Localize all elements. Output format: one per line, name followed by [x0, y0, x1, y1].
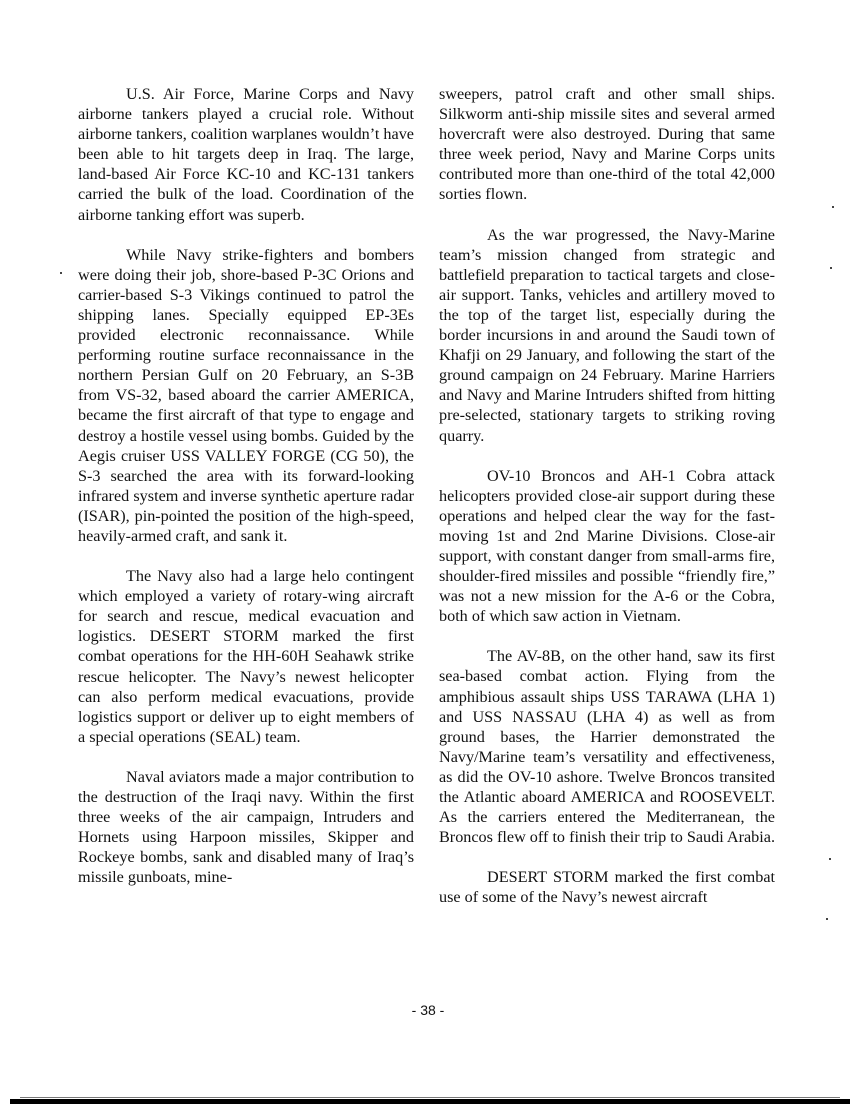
scan-speck — [60, 272, 62, 274]
paragraph-naval-aviators: Naval aviators made a major contribution to the destruction of the Iraqi navy. Within the first three weeks of the air campaign, Intruders and Hornets using Harpoon missiles, Skipper and Rockeye bombs, sank and disabled many of Iraq’s missile gunboats, mine- — [78, 767, 414, 887]
scan-speck — [826, 918, 828, 920]
page-number: - 38 - — [411, 1002, 445, 1018]
scan-speck — [830, 267, 832, 269]
paragraph-war-progressed: As the war progressed, the Navy-Marine team’s mission changed from strategic and battlefield preparation to tactical targets and close-air support. Tanks, vehicles and artillery moved to the top of the target list, especially during the border incursions in and around the Saudi town of Khafji on 29 January, and following the start of the ground campaign on 24 February. Marine Harriers and Navy and Marine Intruders shifted from hitting pre-selected, stationary targets to striking roving quarry. — [439, 225, 775, 445]
paragraph-helo-contingent: The Navy also had a large helo contingent which employed a variety of rotary-wing aircraft for search and rescue, medical evacuation and logistics. DESERT STORM marked the first combat operations for the HH-60H Seahawk strike rescue helicopter. The Navy’s newest helicopter can also perform medical evacuations, provide logistics support or deliver up to eight members of a special operations (SEAL) team. — [78, 567, 414, 746]
paragraph-airborne-tankers: U.S. Air Force, Marine Corps and Navy airborne tankers played a crucial role. Without airborne tankers, coalition warplanes wouldn’t have been able to hit targets deep in Iraq. The large, land-based Air Force KC-10 and KC-131 tankers carried the bulk of the load. Coordination of the airborne tanking effort was superb. — [78, 85, 414, 224]
scan-speck — [829, 858, 831, 860]
paragraph-continuation-sweepers: sweepers, patrol craft and other small ships. Silkworm anti-ship missile sites and several armed hovercraft were also destroyed. During that same three week period, Navy and Marine Corps units contributed more than one-third of the total 42,000 sorties flown. — [439, 85, 775, 204]
paragraph-desert-storm-first-use: DESERT STORM marked the first combat use of some of the Navy’s newest aircraft — [439, 868, 775, 907]
paragraph-patrol-aircraft: While Navy strike-fighters and bombers were doing their job, shore-based P-3C Orions and carrier-based S-3 Vikings continued to patrol the shipping lanes. Specially equipped EP-3Es provided electronic reconnaissance. While performing routine surface reconnaissance in the northern Persian Gulf on 20 February, an S-3B from VS-32, based aboard the carrier AMERICA, became the first aircraft of that type to engage and destroy a hostile vessel using bombs. Guided by the Aegis cruiser USS VALLEY FORGE (CG 50), the S-3 searched the area with its forward-looking infrared system and inverse synthetic aperture radar (ISAR), pin-pointed the position of the high-speed, heavily-armed craft, and sank it. — [78, 245, 414, 545]
left-column — [78, 84, 414, 907]
paragraph-broncos-cobra: OV-10 Broncos and AH-1 Cobra attack helicopters provided close-air support during these operations and helped clear the way for the fast-moving 1st and 2nd Marine Divisions. Close-air support, with constant danger from small-arms fire, shoulder-fired missiles and possible “friendly fire,” was not a new mission for the A-6 or the Cobra, both of which saw action in Vietnam. — [439, 466, 775, 626]
bottom-rule-thin — [20, 1097, 840, 1098]
bottom-rule — [10, 1099, 850, 1104]
right-column — [439, 84, 775, 927]
scan-speck — [832, 206, 834, 208]
paragraph-av8b: The AV-8B, on the other hand, saw its first sea-based combat action. Flying from the amphibious assault ships USS TARAWA (LHA 1) and USS NASSAU (LHA 4) as well as from ground bases, the Harrier demonstrated the Navy/Marine team’s versatility and effectiveness, as did the OV-10 ashore. Twelve Broncos transited the Atlantic aboard AMERICA and ROOSEVELT. As the carriers entered the Mediterranean, the Broncos flew off to finish their trip to Saudi Arabia. — [439, 647, 775, 847]
